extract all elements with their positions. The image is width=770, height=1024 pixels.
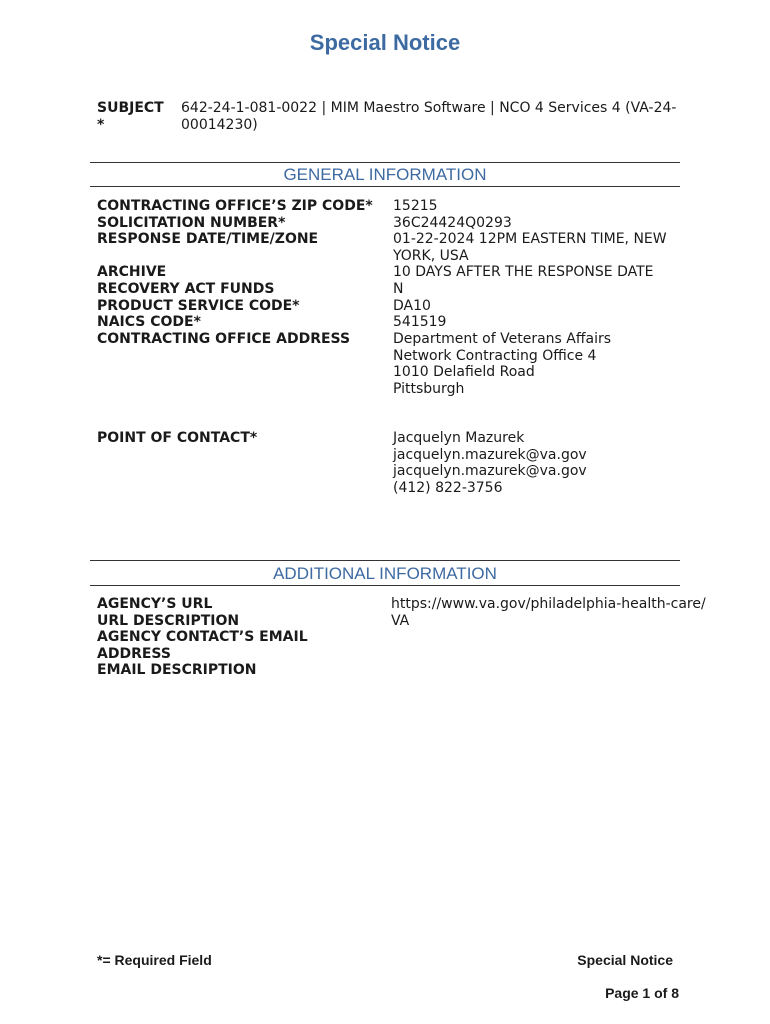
section-divider-top bbox=[90, 162, 680, 163]
agency-contact-email-label-line: AGENCY CONTACT’S EMAIL bbox=[97, 629, 308, 645]
general-information-heading: GENERAL INFORMATION bbox=[283, 165, 487, 184]
agency-url-value: https://www.va.gov/philadelphia-health-care/ bbox=[391, 596, 706, 612]
agency-contact-email-label-line: ADDRESS bbox=[97, 645, 171, 662]
page-number: Page 1 of 8 bbox=[605, 985, 679, 1001]
required-field-note: *= Required Field bbox=[97, 952, 212, 968]
contact-email: jacquelyn.mazurek@va.gov bbox=[393, 446, 587, 463]
product-service-code-value: DA10 bbox=[393, 298, 431, 314]
naics-code-value: 541519 bbox=[393, 314, 447, 330]
section-divider-top bbox=[90, 560, 680, 561]
footer-document-type: Special Notice bbox=[577, 952, 673, 968]
section-divider-bottom bbox=[90, 585, 680, 586]
address-line: Network Contracting Office 4 bbox=[393, 347, 597, 364]
section-divider-bottom bbox=[90, 186, 680, 187]
point-of-contact-label: POINT OF CONTACT* bbox=[97, 430, 258, 446]
zip-code-label: CONTRACTING OFFICE’S ZIP CODE* bbox=[97, 198, 373, 214]
agency-contact-email-label bbox=[97, 629, 308, 662]
page-title: Special Notice bbox=[309, 30, 461, 55]
naics-code-label: NAICS CODE* bbox=[97, 314, 201, 330]
email-description-label: EMAIL DESCRIPTION bbox=[97, 662, 257, 678]
zip-code-value: 15215 bbox=[393, 198, 438, 214]
solicitation-number-label: SOLICITATION NUMBER* bbox=[97, 215, 286, 231]
product-service-code-label: PRODUCT SERVICE CODE* bbox=[97, 298, 300, 314]
additional-information-heading: ADDITIONAL INFORMATION bbox=[273, 564, 497, 583]
subject-value: 642-24-1-081-0022 | MIM Maestro Software | NCO 4 Services 4 (VA-24-00014230) bbox=[181, 100, 677, 133]
contact-name: Jacquelyn Mazurek bbox=[393, 430, 525, 446]
contracting-office-address-value bbox=[393, 331, 611, 397]
response-date-label: RESPONSE DATE/TIME/ZONE bbox=[97, 231, 319, 247]
contact-phone: (412) 822-3756 bbox=[393, 479, 503, 496]
url-description-label: URL DESCRIPTION bbox=[97, 613, 240, 629]
contracting-office-address-label: CONTRACTING OFFICE ADDRESS bbox=[97, 331, 351, 347]
url-description-value: VA bbox=[391, 613, 410, 629]
archive-label: ARCHIVE bbox=[97, 264, 167, 280]
solicitation-number-value: 36C24424Q0293 bbox=[393, 215, 512, 231]
address-line: 1010 Delafield Road bbox=[393, 364, 535, 381]
archive-value: 10 DAYS AFTER THE RESPONSE DATE bbox=[393, 264, 654, 280]
recovery-act-funds-value: N bbox=[393, 281, 404, 297]
address-line: Department of Veterans Affairs bbox=[393, 331, 612, 347]
response-date-value: 01-22-2024 12PM EASTERN TIME, NEW YORK, USA bbox=[393, 231, 667, 264]
point-of-contact-value bbox=[393, 430, 587, 496]
address-line: Pittsburgh bbox=[393, 380, 465, 397]
agency-url-label: AGENCY’S URL bbox=[97, 596, 213, 612]
subject-label: SUBJECT * bbox=[97, 100, 164, 133]
contact-email: jacquelyn.mazurek@va.gov bbox=[393, 463, 587, 480]
recovery-act-funds-label: RECOVERY ACT FUNDS bbox=[97, 281, 275, 297]
